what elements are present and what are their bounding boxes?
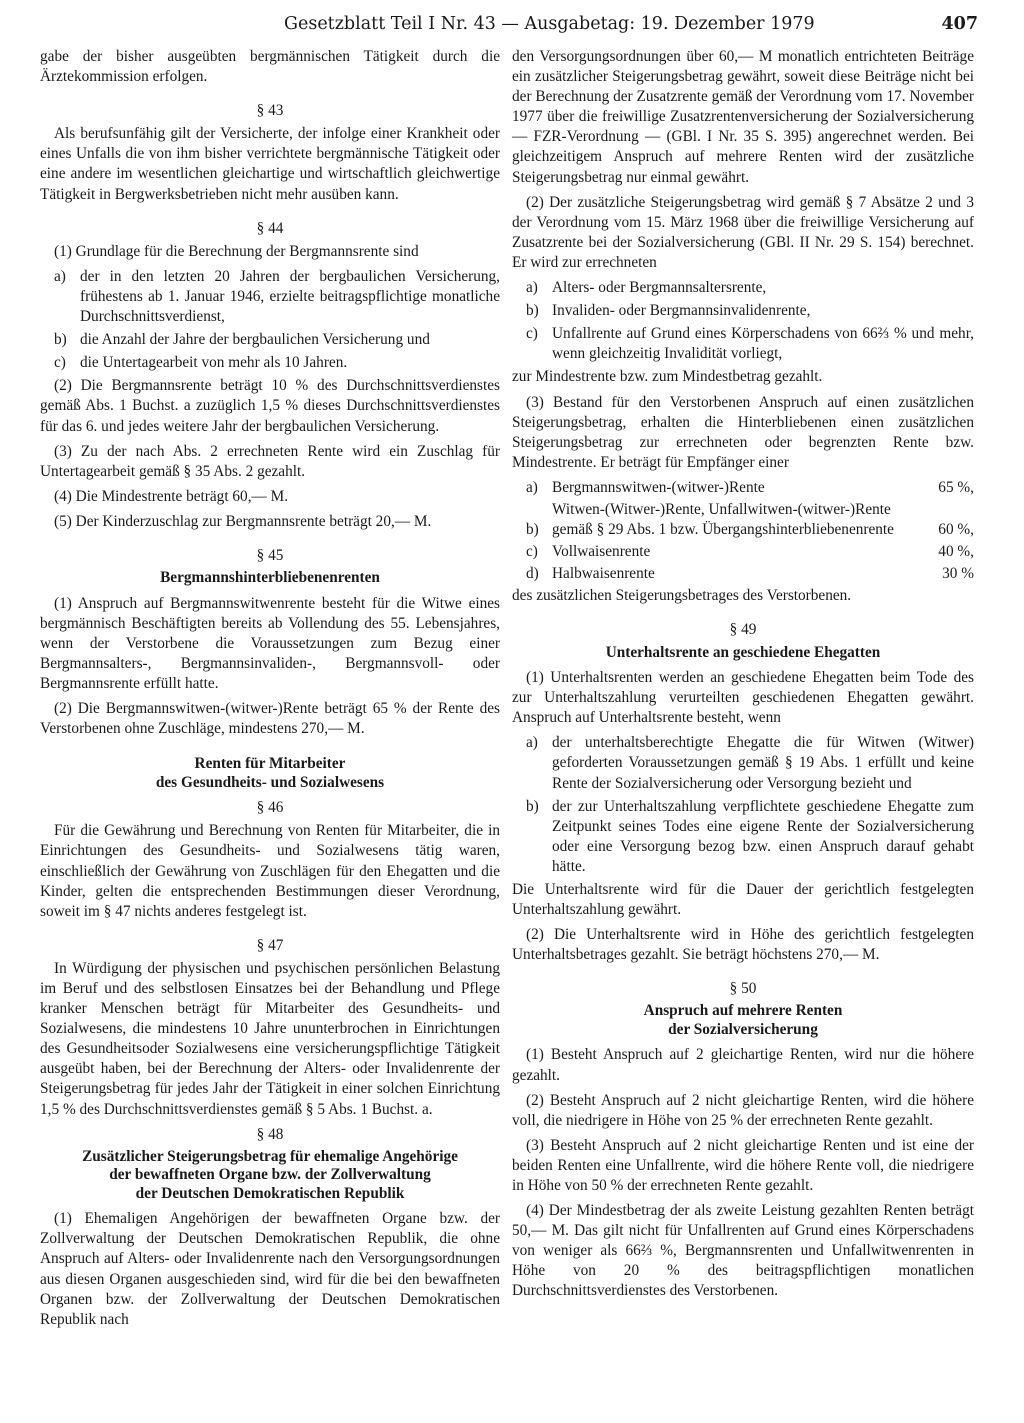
list-text: Alters- oder Bergmannsaltersrente, bbox=[552, 279, 767, 297]
paragraph: (2) Besteht Anspruch auf 2 nicht gleichartige Renten, wird die höhere voll, die niedrigere in Höhe von 25 % der errechneten Rente gezahlt. bbox=[512, 1091, 974, 1129]
section-title-line: Zusätzlicher Steigerungsbetrag für ehemalige Angehörige bbox=[82, 1147, 458, 1165]
list-text: Unfallrente auf Grund eines Körperschadens von 66⅔ % und mehr, wenn gleichzeitig Invalidität vorliegt, bbox=[552, 325, 974, 363]
list-text: der zur Unterhaltszahlung verpflichtete geschiedene Ehegatte zum Zeitpunkt seines Todes eine eigene Rente der Sozialversicherung oder eine Versorgung bezog bzw. einen Anspruch darauf gehabt hätte. bbox=[552, 797, 974, 875]
list-text: Witwen-(Witwer-)Rente, Unfallwitwen-(witwer-)Rente gemäß § 29 Abs. 1 bzw. Übergangshinterbliebenenrente bbox=[552, 500, 894, 539]
list-label: a) bbox=[526, 734, 538, 752]
percentage-value: 65 %, bbox=[938, 478, 974, 496]
list-text: Invaliden- oder Bergmannsinvalidenrente, bbox=[552, 302, 811, 320]
paragraph: Als berufsunfähig gilt der Versicherte, der infolge einer Krankheit oder eines Unfalls die von ihm bisher verrichtete bergmännische Tätigkeit oder eine andere im wesentlichen gleichartige und wirtschaftlich gleichwertige Tätigkeit in Bergwerksbetrieben nicht mehr ausüben kann. bbox=[40, 125, 500, 203]
section-title bbox=[40, 755, 500, 792]
paragraph: des zusätzlichen Steigerungsbetrages des Verstorbenen. bbox=[512, 587, 852, 605]
list-item bbox=[512, 324, 974, 364]
paragraph: (2) Die Unterhaltsrente wird in Höhe des gerichtlich festgelegten Unterhaltsbetrages gezahlt. Sie beträgt höchstens 270,— M. bbox=[512, 926, 974, 964]
left-column bbox=[40, 47, 500, 1335]
list-label: b) bbox=[526, 797, 539, 815]
percentage-value: 60 %, bbox=[938, 521, 974, 539]
percentage-value: 30 % bbox=[942, 565, 974, 583]
right-column bbox=[512, 47, 974, 1307]
section-title-line: Bergmannshinterbliebenenrenten bbox=[160, 569, 380, 587]
section-title-line: der Deutschen Demokratischen Republik bbox=[135, 1184, 405, 1202]
percentage-row bbox=[512, 500, 974, 540]
section-heading: § 43 bbox=[256, 102, 284, 120]
page-header bbox=[0, 14, 1024, 38]
paragraph: (4) Der Mindestbetrag der als zweite Leistung gezahlten Renten beträgt 50,— M. Das gilt nicht für Unfallrenten auf Grund eines Körperschadens von weniger als 66⅔ %, Bergmannsrenten und Unfallwitwenrenten in Höhe von 20 % des beitragspflichtigen monatlichen Durchschnittsverdienstes des Verstorbenen. bbox=[512, 1202, 974, 1300]
paragraph: gabe der bisher ausgeübten bergmännischen Tätigkeit durch die Ärztekommission erfolgen. bbox=[40, 48, 500, 86]
paragraph: (1) Besteht Anspruch auf 2 gleichartige Renten, wird nur die höhere gezahlt. bbox=[512, 1046, 974, 1084]
list-label: b) bbox=[54, 331, 67, 349]
list-text: die Anzahl der Jahre der bergbaulichen Versicherung und bbox=[80, 331, 430, 349]
paragraph: den Versorgungsordnungen über 60,— M monatlich entrichteten Beiträge ein zusätzlicher Steigerungsbetrag gewährt, soweit diese Beiträge nicht bei der Berechnung der Zusatzrente gemäß der Verordnung vom 17. November 1977 über die freiwillige Zusatzrentenversicherung der Sozialversicherung — FZR-Verordnung — (GBl. I Nr. 35 S. 395) angerechnet werden. Bei gleichzeitigem Anspruch auf mehrere Renten wird der zusätzliche Steigerungsbetrag nur einmal gewährt. bbox=[512, 48, 974, 186]
list-text: der unterhaltsberechtigte Ehegatte die für Witwen (Witwer) geforderten Voraussetzungen gemäß § 19 Abs. 1 erfüllt und keine Rente der Sozialversicherung oder Versorgung bezieht und bbox=[552, 734, 974, 792]
section-title bbox=[512, 1002, 974, 1039]
paragraph: (1) Ehemaligen Angehörigen der bewaffneten Organe bzw. der Zollverwaltung der Deutschen Demokratischen Republik, die ohne Anspruch auf Alters- oder Invalidenrente nach den Versorgungsordnungen aus diesen Organen ausgeschieden sind, wird für die bei den bewaffneten Organen bzw. der Zollverwaltung der Deutschen Demokratischen Republik nach bbox=[40, 1210, 500, 1328]
paragraph: (2) Der zusätzliche Steigerungsbetrag wird gemäß § 7 Absätze 2 und 3 der Verordnung vom 15. März 1968 über die freiwillige Versicherung auf Zusatzrente bei der Sozialversicherung (GBl. II Nr. 29 S. 154) berechnet. Er wird zur errechneten bbox=[512, 193, 974, 271]
paragraph: Die Unterhaltsrente wird für die Dauer der gerichtlich festgelegten Unterhaltszahlung gewährt. bbox=[512, 880, 974, 919]
list-label: a) bbox=[526, 478, 538, 496]
list-item bbox=[40, 267, 500, 327]
percentage-row bbox=[512, 564, 974, 584]
section-heading: § 49 bbox=[729, 621, 757, 639]
paragraph: (2) Die Bergmannsrente beträgt 10 % des Durchschnittsverdienstes gemäß Abs. 1 Buchst. a zuzüglich 1,5 % dieses Durchschnittsverdienstes für das 6. und jedes weitere Jahr der bergbaulichen Versicherung. bbox=[40, 377, 500, 435]
percentage-value: 40 %, bbox=[938, 543, 974, 561]
section-heading: § 46 bbox=[256, 799, 284, 817]
section-heading: § 47 bbox=[256, 936, 284, 954]
list-item bbox=[512, 797, 974, 877]
list-item bbox=[40, 330, 500, 350]
list-text: Bergmannswitwen-(witwer-)Rente bbox=[552, 478, 765, 496]
section-title bbox=[40, 1148, 500, 1204]
gazette-title: Gesetzblatt Teil I Nr. 43 — Ausgabetag: 19. Dezember 1979 bbox=[284, 14, 815, 34]
paragraph: (3) Zu der nach Abs. 2 errechneten Rente wird ein Zuschlag für Untertagearbeit gemäß § 35 Abs. 2 gezahlt. bbox=[40, 442, 500, 480]
list-item bbox=[512, 278, 974, 298]
list-text: Halbwaisenrente bbox=[552, 565, 655, 583]
section-title-line: Anspruch auf mehrere Renten bbox=[643, 1002, 843, 1020]
section-heading: § 48 bbox=[256, 1125, 284, 1143]
paragraph: (5) Der Kinderzuschlag zur Bergmannsrente beträgt 20,— M. bbox=[54, 512, 432, 530]
paragraph: (1) Grundlage für die Berechnung der Bergmannsrente sind bbox=[54, 242, 419, 260]
percentage-row bbox=[512, 542, 974, 562]
list-label: b) bbox=[526, 302, 539, 320]
section-title-line: Unterhaltsrente an geschiedene Ehegatten bbox=[605, 643, 881, 661]
section-title-line: Renten für Mitarbeiter bbox=[194, 755, 346, 773]
list-item bbox=[512, 301, 974, 321]
paragraph: zur Mindestrente bzw. zum Mindestbetrag gezahlt. bbox=[512, 368, 823, 386]
list-item bbox=[512, 733, 974, 793]
percentage-row bbox=[512, 478, 974, 498]
list-label: c) bbox=[526, 325, 538, 343]
section-title bbox=[40, 569, 500, 588]
section-heading: § 44 bbox=[256, 219, 284, 237]
list-item bbox=[40, 353, 500, 373]
section-heading: § 45 bbox=[256, 546, 284, 564]
paragraph: (3) Besteht Anspruch auf 2 nicht gleichartige Renten und ist eine der beiden Renten eine Unfallrente, wird die höhere Rente voll, die niedrigere in Höhe von 50 % der errechneten Rente gezahlt. bbox=[512, 1136, 974, 1194]
list-label: a) bbox=[54, 267, 66, 285]
list-label: b) bbox=[526, 521, 539, 539]
list-text: der in den letzten 20 Jahren der bergbaulichen Versicherung, frühestens ab 1. Januar 1946, erzielte beitragspflichtige monatliche Durchschnittsverdienst, bbox=[80, 267, 500, 326]
list-text: die Untertagearbeit von mehr als 10 Jahren. bbox=[80, 354, 348, 372]
section-heading: § 50 bbox=[729, 980, 757, 998]
paragraph: (2) Die Bergmannswitwen-(witwer-)Rente beträgt 65 % der Rente des Verstorbenen ohne Zuschläge, mindestens 270,— M. bbox=[40, 700, 500, 738]
paragraph: (4) Die Mindestrente beträgt 60,— M. bbox=[54, 487, 289, 505]
paragraph: Für die Gewährung und Berechnung von Renten für Mitarbeiter, die in Einrichtungen des Gesundheits- und Sozialwesens tätig waren, einschließlich der Gewährung von Zuschlägen für den Ehegatten und die Kinder, gelten die entsprechenden Bestimmungen dieser Verordnung, soweit im § 47 nichts anderes festgelegt ist. bbox=[40, 822, 500, 920]
section-title bbox=[512, 644, 974, 663]
list-label: c) bbox=[526, 543, 538, 561]
list-text: Vollwaisenrente bbox=[552, 543, 651, 561]
paragraph: (3) Bestand für den Verstorbenen Anspruch auf einen zusätzlichen Steigerungsbetrag, erhalten die Hinterbliebenen einen zusätzlichen Steigerungsbetrag zur errechneten oder begrenzten Rente bzw. Mindestrente. Er beträgt für Empfänger einer bbox=[512, 393, 974, 471]
list-label: c) bbox=[54, 354, 66, 372]
paragraph: (1) Unterhaltsrenten werden an geschiedene Ehegatten beim Tode des zur Unterhaltszahlung verurteilten geschiedenen Ehegatten gewährt. Anspruch auf Unterhaltsrente besteht, wenn bbox=[512, 669, 974, 727]
page-number: 407 bbox=[941, 14, 978, 34]
list-label: d) bbox=[526, 565, 539, 583]
list-label: a) bbox=[526, 279, 538, 297]
paragraph: (1) Anspruch auf Bergmannswitwenrente besteht für die Witwe eines bergmännisch Beschäftigten bereits ab Vollendung des 55. Lebensjahres, wenn der Verstorbene die Voraussetzungen zum Bezug einer Bergmannsalters-, Bergmannsinvaliden-, Bergmannsvoll- oder Bergmannsrente erfüllt hatte. bbox=[40, 594, 500, 692]
section-title-line: des Gesundheits- und Sozialwesens bbox=[155, 773, 385, 791]
section-title-line: der Sozialversicherung bbox=[668, 1020, 818, 1038]
section-title-line: der bewaffneten Organe bzw. der Zollverwaltung bbox=[109, 1166, 431, 1184]
paragraph: In Würdigung der physischen und psychischen persönlichen Belastung im Beruf und des selbstlosen Einsatzes bei der Behandlung und Pflege kranker Menschen beträgt für Mitarbeiter des Gesundheits- und Sozialwesens, die mindestens 10 Jahre ununterbrochen in Einrichtungen des Gesundheitsoder Sozialwesens eine versicherungspflichtige Tätigkeit ausgeübt haben, bei der Berechnung der Alters- oder Invalidenrente der Steigerungsbetrag für jedes Jahr der Tätigkeit in einer solchen Einrichtung 1,5 % des Durchschnittsverdienstes gemäß § 5 Abs. 1 Buchst. a. bbox=[40, 959, 500, 1118]
